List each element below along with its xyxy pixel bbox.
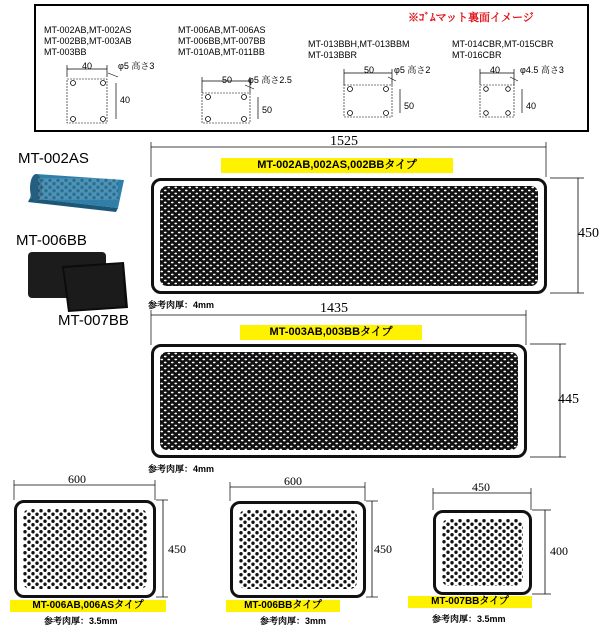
mat5-height: 400: [550, 544, 568, 558]
mat3-type-label: MT-006AB,006ASタイプ: [10, 600, 166, 612]
mat5-width: 450: [472, 480, 490, 494]
mat4-thickness: 参考肉厚：3mm: [260, 616, 327, 626]
dim-width-1: 40: [82, 61, 93, 71]
mat5-type-label: MT-007BBタイプ: [408, 596, 532, 608]
mat1-height: 450: [578, 226, 599, 241]
dim-height-1: 40: [120, 95, 131, 105]
mat4-width: 600: [284, 474, 302, 488]
mat2-type-label: MT-003AB,003BBタイプ: [240, 325, 422, 340]
dim-width-2: 50: [222, 75, 233, 85]
dim-width-4: 40: [490, 65, 501, 75]
mat2-width: 1435: [320, 301, 348, 316]
mat1-width: 1525: [330, 134, 358, 149]
mat2-height: 445: [558, 392, 579, 407]
mat3-height: 450: [168, 542, 186, 556]
spec-line: MT-002BB,MT-003AB: [44, 36, 132, 46]
hole-spec-2: φ5 高さ2.5: [248, 75, 292, 85]
spec-line: MT-013BBR: [308, 50, 358, 60]
mat1-thickness: 参考肉厚：4mm: [148, 300, 215, 310]
mat5-mesh: [442, 519, 523, 586]
spec-line: MT-013BBH,MT-013BBM: [308, 39, 410, 49]
mat5: [433, 510, 532, 595]
product-label-mt006bb: MT-006BB: [16, 232, 87, 249]
spec-line: MT-006AB,MT-006AS: [178, 25, 266, 35]
dim-width-3: 50: [364, 65, 375, 75]
dim-height-2: 50: [262, 105, 273, 115]
hole-spec-1: φ5 高さ3: [118, 61, 155, 71]
dim-height-4: 40: [526, 101, 537, 111]
hole-spec-3: φ5 高さ2: [394, 65, 431, 75]
spec-line: MT-003BB: [44, 47, 87, 57]
mat3-thickness: 参考肉厚：3.5mm: [44, 616, 118, 626]
spec-line: MT-014CBR,MT-015CBR: [452, 39, 554, 49]
spec-line: MT-006BB,MT-007BB: [178, 36, 266, 46]
mat2-thickness: 参考肉厚：4mm: [148, 464, 215, 474]
mat4-height: 450: [374, 542, 392, 556]
spec-line: MT-002AB,MT-002AS: [44, 25, 132, 35]
mat3-width: 600: [68, 472, 86, 486]
dim-height-3: 50: [404, 101, 415, 111]
product-label-mt002as: MT-002AS: [18, 150, 89, 167]
mat4-type-label: MT-006BBタイプ: [226, 600, 340, 612]
spec-line: MT-016CBR: [452, 50, 502, 60]
product-label-mt007bb: MT-007BB: [58, 312, 129, 329]
mat5-thickness: 参考肉厚：3.5mm: [432, 614, 506, 624]
back-side-note: ※ｺﾞﾑマット裏面イメージ: [408, 12, 534, 24]
spec-line: MT-010AB,MT-011BB: [178, 47, 265, 57]
hole-spec-4: φ4.5 高さ3: [520, 65, 564, 75]
mat1-type-label: MT-002AB,002AS,002BBタイプ: [221, 158, 453, 173]
